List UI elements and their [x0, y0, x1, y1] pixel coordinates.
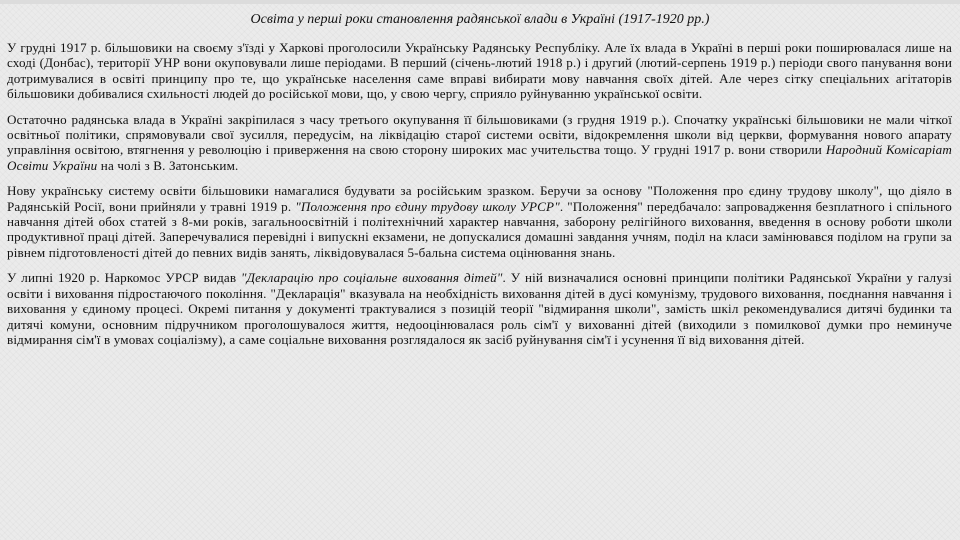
text-segment: . У ній визначалися основні принципи політики Радянської України у галузі освіти і виховання підростаючого покоління. "Декларація" вказувала на необхідність виховання дітей в дусі комунізму, трудового виховання, поєднання навчання і виховання у єдиному процесі. Окремі питання у документі трактувалися з позицій теорії "відмирання школи", замість шкіл рекомендувалися дитячі будинки та дитячі комуни, основним підручником проголошувалося життя, недооцінювалася роль сім'ї у вихованні дітей (виходили з помилкової думки про неминуче відмирання сім'ї в умовах соціалізму), а саме соціальне виховання розглядалося як засіб руйнування сім'ї і усунення її від виховання дітей.: [7, 270, 952, 347]
emphasized-text: Народний Комісаріат Освіти України: [7, 142, 952, 173]
emphasized-text: "Положення про єдину трудову школу УРСР": [295, 198, 560, 214]
paragraph: [7, 112, 952, 174]
text-segment: У липні 1920 р. Наркомос УРСР видав: [7, 270, 242, 286]
text-segment: Остаточно радянська влада в Україні закріпилася з часу третього окупування її більшовиками (з грудня 1919 р.). Спочатку українські більшовики не мали чіткої освітньої політики, спрямовували свої зусилля, передусім, на ліквідацію старої системи освіти, відокремлення школи від церкви, формування нового апарату управління освітою, втягнення у революцію і приверження на свою сторону широких мас учительства тощо. У грудні 1917 р. вони створили: [7, 111, 952, 158]
paragraph: [7, 40, 952, 102]
text-segment: У грудні 1917 р. більшовики на своєму з'їзді у Харкові проголосили Українську Радянську Республіку. Але їх влада в Україні в перші роки поширювалася лише на сході (Донбас), території УНР вони окуповували лише періодами. В перший (січень-лютий 1918 р.) і другий (лютий-серпень 1919 р.) періоди свого панування вони дотримувалися в освіті принципу про те, що українське населення саме вправі вибирати мову навчання своїх дітей. Але через сітку спеціальних агітаторів більшовики добивалися схильності людей до російської мови, що, у свою чергу, сприяло руйнуванню української освіти.: [7, 40, 952, 102]
page-title: Освіта у перші роки становлення радянської влади в Україні (1917-1920 рр.): [250, 12, 710, 27]
emphasized-text: "Декларацію про соціальне виховання дітей": [241, 270, 503, 286]
body-text: [7, 40, 952, 357]
text-segment: . "Положення" передбачало: запровадження безплатного і спільного навчання дітей обох статей з 8-ми років, загальноосвітній і політехнічний характер навчання, заборону релігійного виховання, введення в основу роботи школи продуктивної праці дітей. Заперечувалися перевідні і випускні екзамени, не допускалися домашні завдання учням, поділ на класи замінювався поділом на групи за рівнем підготовленості дітей до певних видів занять, ліквідовувалася 5-бальна система оцінювання знань.: [7, 198, 952, 260]
paragraph: [7, 183, 952, 260]
text-segment: на чолі з В. Затонським.: [97, 157, 239, 173]
paragraph: [7, 270, 952, 347]
text-segment: Нову українську систему освіти більшовики намагалися будувати за російським зразком. Беручи за основу "Положення про єдину трудову школу", що діяло в Радянській Росії, вони прийняли у травні 1919 р.: [7, 183, 952, 214]
top-decorative-bar: [0, 0, 960, 4]
